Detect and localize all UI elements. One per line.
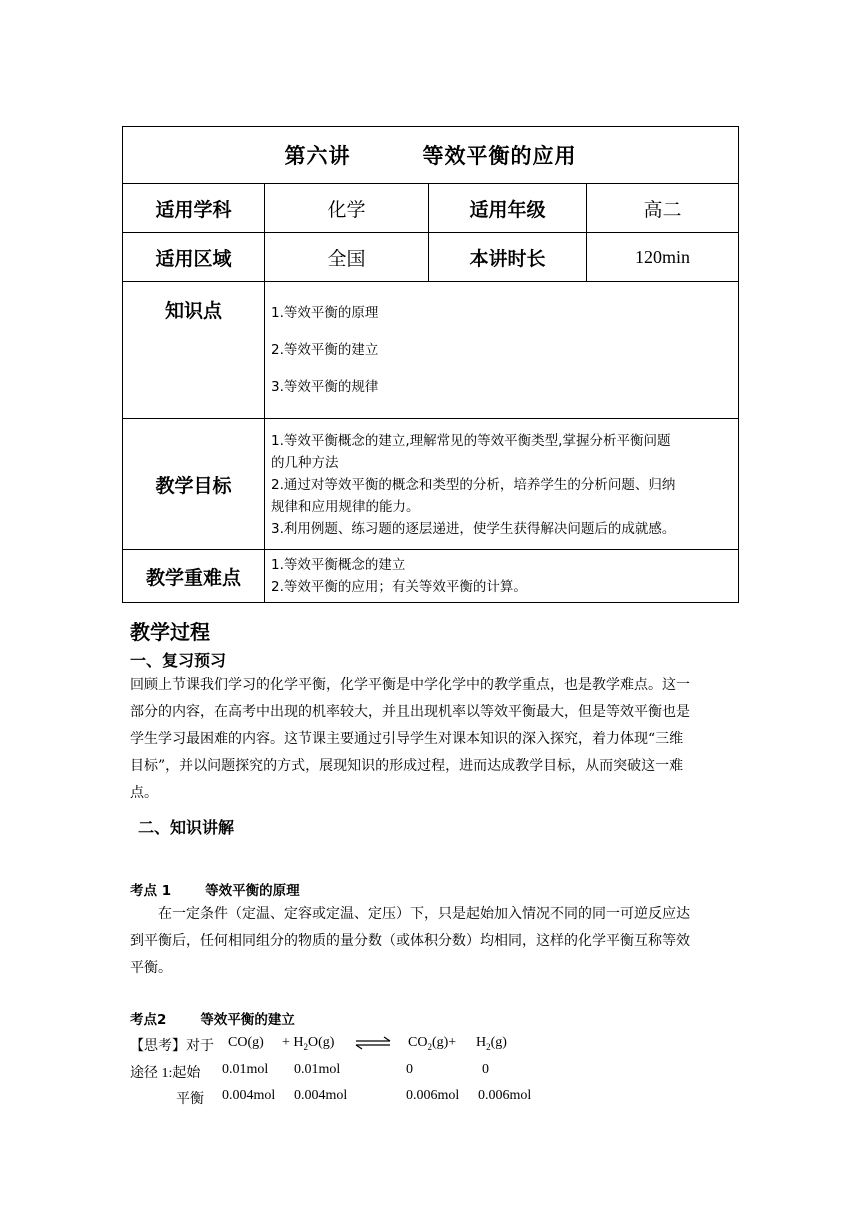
reactant-h2o: + $H_2O(g)$ — [282, 1035, 335, 1052]
duration-label: 本讲时长 — [429, 233, 587, 282]
kd2-label: 考点2 — [130, 1012, 167, 1028]
product-co2: $CO_2(g)+$ — [408, 1035, 457, 1052]
section2-heading: 二、知识讲解 — [138, 818, 235, 837]
goals-item: 2.通过对等效平衡的概念和类型的分析，培养学生的分析问题、归纳 — [271, 477, 676, 493]
goals-list — [265, 419, 739, 550]
goals-item: 规律和应用规律的能力。 — [271, 499, 420, 515]
knowledge-item: 3.等效平衡的规律 — [271, 378, 379, 395]
route1-equilibrium-row — [130, 1088, 730, 1108]
grade-label: 适用年级 — [429, 184, 587, 233]
reactant-co: CO(g) — [228, 1035, 264, 1050]
route1-start-row — [130, 1062, 730, 1082]
route1-start-co: 0.01mol — [222, 1062, 269, 1077]
header-table — [122, 126, 739, 603]
kd2-heading — [130, 1008, 295, 1028]
route1-eq-co: 0.004mol — [222, 1088, 276, 1103]
route1-start-h2o: 0.01mol — [294, 1062, 341, 1077]
route1-start-h2: 0 — [482, 1062, 489, 1077]
kd1-heading — [130, 879, 300, 899]
paragraph-line: 到平衡后，任何相同组分的物质的量分数（或体积分数）均相同，这样的化学平衡互称等效 — [130, 933, 690, 949]
keypoints-list — [265, 550, 739, 603]
product-h2: $H_2(g)$ — [476, 1035, 507, 1052]
goals-item: 3.利用例题、练习题的逐层递进，使学生获得解决问题后的成就感。 — [271, 521, 676, 537]
paragraph-line: 在一定条件（定温、定容或定温、定压）下，只是起始加入情况不同的同一可逆反应达 — [158, 906, 690, 922]
region-value: 全国 — [265, 233, 429, 282]
keypoints-label: 教学重难点 — [123, 550, 265, 603]
goals-label: 教学目标 — [123, 419, 265, 550]
paragraph-line: 部分的内容，在高考中出现的机率较大，并且出现机率以等效平衡最大，但是等效平衡也是 — [130, 704, 690, 720]
reaction-prefix: 【思考】对于 — [130, 1039, 214, 1054]
subject-value: 化学 — [265, 184, 429, 233]
route1-eq-h2o: 0.004mol — [294, 1088, 348, 1103]
keypoints-item: 1.等效平衡概念的建立 — [271, 557, 406, 573]
keypoints-item: 2.等效平衡的应用；有关等效平衡的计算。 — [271, 579, 527, 595]
kd2-title: 等效平衡的建立 — [200, 1012, 295, 1028]
process-heading: 教学过程 — [130, 620, 210, 644]
paragraph-line: 点。 — [130, 785, 158, 801]
section1-heading: 一、复习预习 — [130, 651, 227, 670]
kd1-label: 考点 1 — [130, 883, 172, 899]
reaction-line — [130, 1035, 730, 1055]
kd1-paragraph — [130, 901, 733, 982]
kd1-title: 等效平衡的原理 — [205, 883, 300, 899]
goals-item: 的几种方法 — [271, 455, 339, 471]
route1-label: 途径 1:起始 — [130, 1066, 201, 1081]
region-label: 适用区域 — [123, 233, 265, 282]
section1-paragraph — [130, 672, 733, 807]
grade-value: 高二 — [587, 184, 739, 233]
paragraph-line: 回顾上节课我们学习的化学平衡，化学平衡是中学化学中的教学重点，也是教学难点。这一 — [130, 677, 690, 693]
knowledge-item: 1.等效平衡的原理 — [271, 304, 379, 321]
paragraph-line: 目标”，并以问题探究的方式，展现知识的形成过程，进而达成教学目标，从而突破这一难 — [130, 758, 684, 774]
lecture-number: 第六讲 — [284, 144, 351, 168]
route1-start-co2: 0 — [406, 1062, 413, 1077]
route1-eq-co2: 0.006mol — [406, 1088, 460, 1103]
knowledge-item: 2.等效平衡的建立 — [271, 341, 379, 358]
paragraph-line: 平衡。 — [130, 960, 172, 976]
knowledge-label: 知识点 — [123, 282, 265, 419]
lecture-title — [123, 127, 739, 184]
route1-eq-label: 平衡 — [176, 1092, 204, 1107]
goals-item: 1.等效平衡概念的建立,理解常见的等效平衡类型,掌握分析平衡问题 — [271, 433, 671, 449]
subject-label: 适用学科 — [123, 184, 265, 233]
duration-value: 120min — [587, 233, 739, 282]
lecture-topic: 等效平衡的应用 — [422, 144, 577, 168]
paragraph-line: 学生学习最困难的内容。这节课主要通过引导学生对课本知识的深入探究，着力体现“三维 — [130, 731, 684, 747]
knowledge-list — [265, 282, 739, 419]
route1-eq-h2: 0.006mol — [478, 1088, 532, 1103]
equilibrium-arrow-icon — [354, 1035, 392, 1051]
